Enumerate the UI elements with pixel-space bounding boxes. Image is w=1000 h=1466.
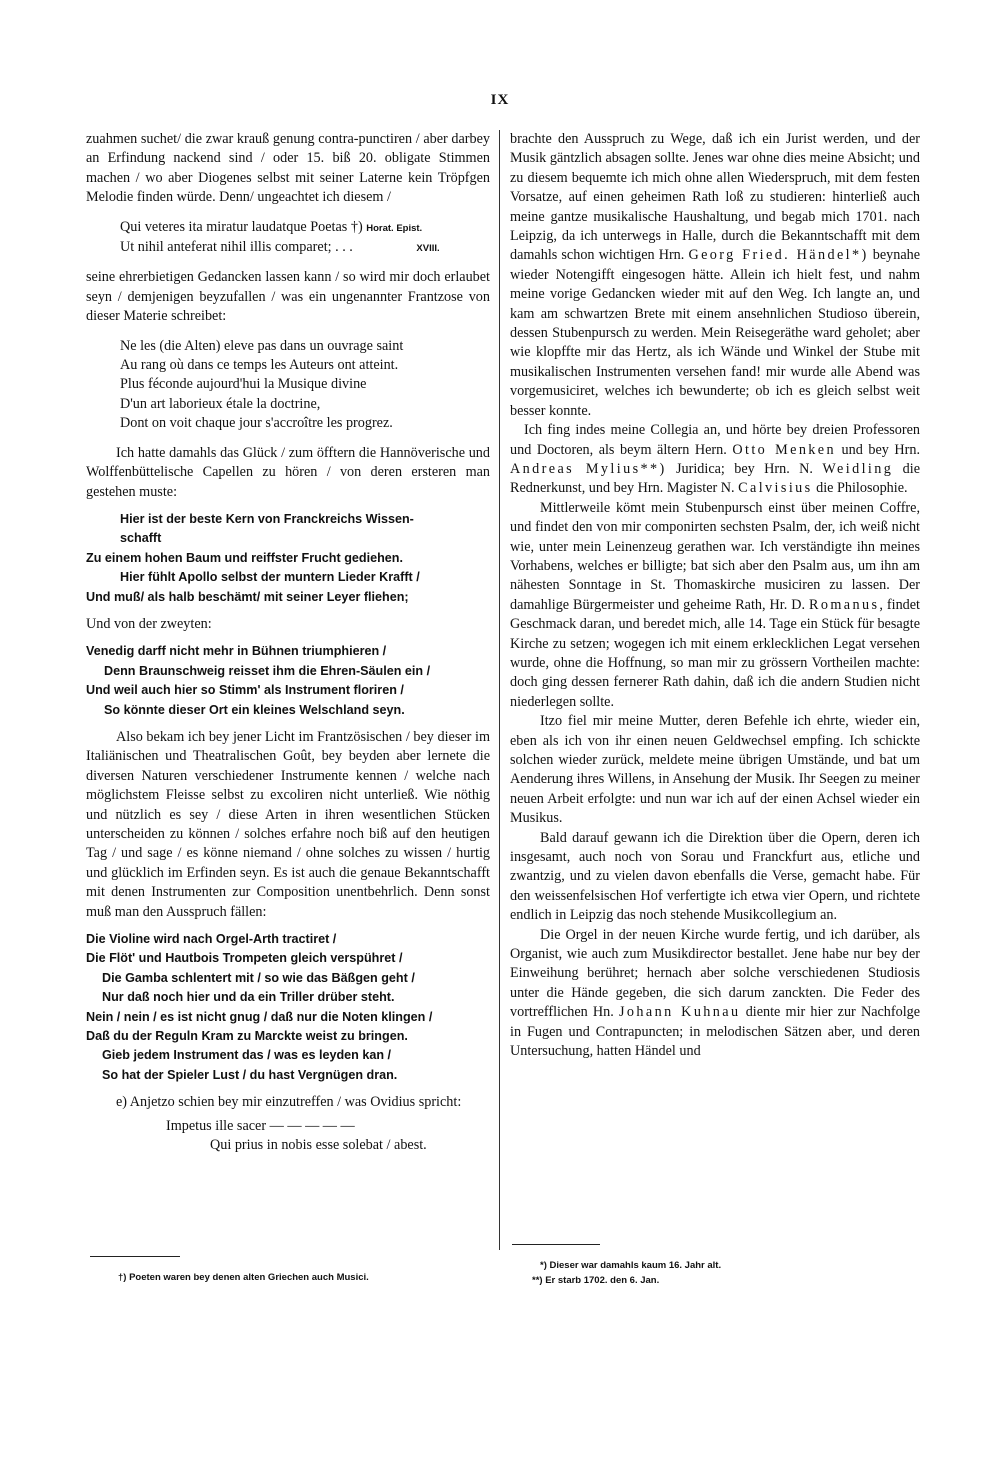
left-column xyxy=(86,130,490,1156)
verse-line: So könnte dieser Ort ein kleines Welschland seyn. xyxy=(104,702,405,717)
verse-instruments xyxy=(86,930,490,1085)
left-paragraph-6: e) Anjetzo schien bey mir einzutreffen / was Ovidius spricht: xyxy=(116,1094,462,1111)
right-paragraph-6: Die Orgel in der neuen Kirche wurde fertig, und ich darüber, als Organist, wie auch zum Musikdirector bestallet. Jene habe nur bey der Einweihung berühret; hernach aber solche verschiedenen Studiosis unter die Hände gegeben, die sich darum zanckten. Die Feder des vortrefflichen Hn. Johann Kuhnau diente mir hier zur Nachfolge in Fugen und Contrapuncten; in melodischen Sätzen aber, und deren Untersuchung, hatten Händel und xyxy=(510,926,921,1060)
left-paragraph-3: Ich hatte damahls das Glück / zum öfftern die Hannöverische und Wolffenbüttelische Capellen zu hören / von deren ersteren man gestehen muste: xyxy=(86,444,490,500)
verse-line: Die Gamba schlentert mit / so wie das Bäßgen geht / xyxy=(102,970,415,985)
french-line: Plus féconde aujourd'hui la Musique divine xyxy=(120,376,367,393)
verse-line: Nur daß noch hier und da ein Triller drüber steht. xyxy=(102,990,395,1005)
verse-line: Gieb jedem Instrument das / was es leyden kan / xyxy=(102,1048,392,1063)
left-paragraph-2: seine ehrerbietigen Gedancken lassen kann / so wird mir doch erlaubet seyn / demjenigen beyzufallen / was ein ungenannter Frantzose von dieser Materie schreibet: xyxy=(86,269,490,325)
person-name: Georg Fried. Händel*) xyxy=(688,247,869,264)
right-paragraph-4: Itzo fiel mir meine Mutter, deren Befehle ich ehrte, wieder ein, eben als ich von ihr einen neuen Geldwechsel empfing. Ich schickte solchen wieder zurück, meldete meine übrigen Umstände, und bat um Aenderung ihres Willens, in Ansehung der Musik. Ihr Seegen zu meiner neuen Arbeit erfolgte: und nun war ich auf der einen Achsel wieder ein Musikus. xyxy=(510,713,920,827)
right-footnote-1: *) Dieser war damahls kaum 16. Jahr alt. xyxy=(540,1260,722,1271)
person-name: Johann Kuhnau xyxy=(619,1004,741,1021)
latin-line-2: Ut nihil anteferat nihil illis comparet; . . . XVIII. xyxy=(120,239,440,256)
ovid-line-1: Impetus ille sacer — — — — — xyxy=(166,1117,355,1134)
ovid-quote xyxy=(166,1117,490,1156)
person-name: Romanus xyxy=(808,596,880,613)
person-name: Weidling xyxy=(822,460,894,477)
verse-line: Daß du der Reguln Kram zu Marckte weist zu bringen. xyxy=(86,1029,408,1044)
french-line: Ne les (die Alten) eleve pas dans un ouvrage saint xyxy=(120,337,404,354)
left-footnote: †) Poeten waren bey denen alten Griechen auch Musici. xyxy=(118,1272,369,1283)
left-paragraph-1: zuahmen suchet/ die zwar krauß genung contra-punctiren / aber darbey an Erfindung nackend sind / oder 15. biß 20. obligate Stimmen machen / wo aber Diogenes selbst mit seiner Laterne kein Tröpfgen Melodie finden würde. Denn/ ungeachtet ich diesem / xyxy=(86,131,490,206)
verse-line: Hier fühlt Apollo selbst der muntern Lieder Krafft / xyxy=(120,570,420,585)
french-line: Dont on voit chaque jour s'accroître les progrez. xyxy=(120,415,393,432)
verse-line: Und muß/ als halb beschämt/ mit seiner Leyer fliehen; xyxy=(86,589,409,604)
verse-line: schafft xyxy=(120,531,162,546)
left-footnote-rule xyxy=(90,1256,180,1257)
latin-quote xyxy=(120,218,490,259)
verse-line: Die Violine wird nach Orgel-Arth tractiret / xyxy=(86,932,337,947)
column-divider xyxy=(499,130,500,1250)
verse-braunschweig xyxy=(86,642,490,720)
person-name: Otto Menken xyxy=(732,441,836,458)
verse-line: Hier ist der beste Kern von Franckreichs Wissen- xyxy=(120,511,414,526)
verse-line: Zu einem hohen Baum und reiffster Frucht gediehen. xyxy=(86,550,403,565)
latin-marginal-2: XVIII. xyxy=(416,243,440,255)
verse-line: So hat der Spieler Lust / du hast Vergnügen dran. xyxy=(102,1067,398,1082)
verse-hannover xyxy=(86,510,490,607)
french-line: Au rang où dans ce temps les Auteurs ont atteint. xyxy=(120,357,399,374)
french-poem xyxy=(120,337,490,434)
person-name: Andreas Mylius**) xyxy=(510,460,667,477)
right-paragraph-3: Mittlerweile kömt mein Stubenpursch einst über meinen Coffre, und findet den von mir componirten sechsten Psalm, der, ich weiß nicht wie, unter mein Leinenzeug gerathen war. Ich verständigte ihn meines Vorhabens, welches er billigte; bat sich aber den Psalm aus, um ihn am nähesten Sonntage in St. Thomaskirche musiciren zu lassen. Der damahlige Bürgermeister und geheime Rath, Hr. D. Romanus, findet Geschmack daran, und beredet mich, alle 14. Tage ein Stück für besagte Kirche zu setzen; wogegen ich mit einem erklecklichen Legat versehen wurde, ohne die Hoffnung, so man mir zu grössern Vortheilen machte: doch ging dessen fernerer Rath dahin, daß ich die andern Studien nicht niederlegen sollte. xyxy=(510,499,920,710)
verse-line: Die Flöt' und Hautbois Trompeten gleich verspühret / xyxy=(86,951,403,966)
right-paragraph-5: Bald darauf gewann ich die Direktion über die Opern, deren ich insgesamt, auch noch von Sorau und Franckfurt aus, etliche und zwantzig, und zu vielen davon ebenfalls die Verse, gemacht habe. Für den weissenfelsischen Hof verfertigte ich etwa vier Opern, und richtete endlich in Leipzig das noch stehende Musikcollegium an. xyxy=(510,829,920,924)
right-paragraph-1: brachte den Ausspruch zu Wege, daß ich ein Jurist werden, und der Musik gäntzlich absagen sollte. Jenes war ohne dies meine Absicht; und zu diesem bequemte ich mich ohne allen Wiederspruch, mit dem festen Vorsatze, auf einen geheimen Rath loß zu studieren: hinterließ auch meine gantze musikalische Haushaltung, und begab mich 1701. nach Leipzig, da ich unterwegs in Halle, durch die Bekanntschafft mit dem damahls schon wichtigen Hrn. Georg Fried. Händel*) beynahe wieder Notengifft eingesogen hätte. Allein ich hielt fest, und nahm meine vorige Gedancken wieder mit auf den Weg. Ich langte an, und kam am schwartzen Brete mit einem ansehnlichen Studioso überein, dessen Stubenpursch zu werden. Mein Reisegeräthe ward geholet; aber wie klopffte mir das Hertz, als ich Wände und Winkel der Stube mit musikalischen Instrumenten versehen fand! mir wurde alle Abend was vorgemusiciret, welches ich bewunderte; ob ich es gleich selbst weit besser konnte. xyxy=(510,131,921,419)
person-name: Calvisius xyxy=(738,480,813,497)
verse-line: Und weil auch hier so Stimm' als Instrument floriren / xyxy=(86,683,404,698)
verse-line: Denn Braunschweig reisset ihm die Ehren-Säulen ein / xyxy=(104,663,431,678)
page-number: IX xyxy=(490,92,510,108)
right-footnote-2: **) Er starb 1702. den 6. Jan. xyxy=(532,1275,660,1286)
latin-line-1: Qui veteres ita miratur laudatque Poetas †) Horat. Epist. xyxy=(120,218,423,235)
right-column xyxy=(510,130,920,1062)
right-paragraph-2: Ich fing indes meine Collegia an, und hörte bey dreien Professoren und Doctoren, als beym ältern Hern. Otto Menken und bey Hrn. Andreas Mylius**) Juridica; bey Hrn. N. Weidling die Rednerkunst, und bey Hrn. Magister N. Calvisius die Philosophie. xyxy=(510,422,920,497)
verse-line: Nein / nein / es ist nicht gnug / daß nur die Noten klingen / xyxy=(86,1009,433,1024)
ovid-line-2: Qui prius in nobis esse solebat / abest. xyxy=(210,1137,427,1154)
right-footnote-rule xyxy=(512,1244,600,1245)
left-paragraph-4: Und von der zweyten: xyxy=(86,615,212,632)
left-paragraph-5: Also bekam ich bey jener Licht im Frantzösischen / bey dieser im Italiänischen und Theatralischen Goût, bey beyden aber lernete die diversen Naturen verschiedener Instrumente kennen / welche nach möglichstem Fleisse selbst zu excoliren nicht unterließ. Wie nöthig und nützlich es sey / diese Arten in ihren wesentlichen Stücken unterscheiden zu können / solches erfahre noch biß auf den heutigen Tag / und sage / es könne niemand / ohne solches zu wissen / hurtig und glücklich im Erfinden seyn. Es ist auch die genaue Bekanntschafft mit denen Instrumenten zur Composition unentbehrlich. Denn sonst muß man den Ausspruch fällen: xyxy=(86,728,490,920)
french-line: D'un art laborieux étale la doctrine, xyxy=(120,395,321,412)
verse-line: Venedig darff nicht mehr in Bühnen triumphieren / xyxy=(86,644,387,659)
latin-marginal-1: Horat. Epist. xyxy=(366,222,423,234)
